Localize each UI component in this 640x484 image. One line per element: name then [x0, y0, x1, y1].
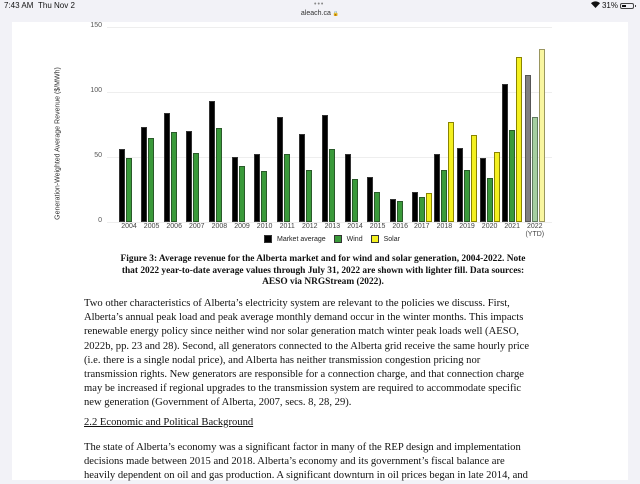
text-line: may be increased if regional upgrades to the transmission system are required to accommodate specific — [84, 383, 522, 395]
bar-market-average — [434, 154, 440, 222]
bar-solar — [426, 193, 432, 222]
x-tick-label: 2015 — [369, 223, 386, 230]
bar-market-average — [412, 192, 418, 222]
x-tick-label: 2008 — [211, 223, 228, 230]
bar-wind — [284, 154, 290, 222]
bar-wind — [193, 153, 199, 222]
clock-date: Thu Nov 2 — [38, 1, 75, 10]
battery-percent: 31% — [601, 1, 618, 10]
section-heading: 2.2 Economic and Political Background — [84, 417, 254, 428]
legend-item-wind — [334, 235, 363, 243]
bar-market-average — [186, 131, 192, 222]
bar-wind — [397, 201, 403, 222]
x-tick-label: 2019 — [459, 223, 475, 230]
text-line: heavily dependent on oil and gas production. A significant downturn in oil prices began in late 2014, and — [84, 470, 528, 482]
bar-market-average — [119, 149, 125, 222]
x-tick-label: 2020 — [481, 223, 498, 230]
legend-item-solar — [371, 235, 400, 243]
bar-wind — [239, 166, 245, 222]
status-right — [591, 1, 634, 10]
bar-wind — [148, 138, 154, 223]
bar-solar — [516, 57, 522, 222]
x-tick-label: 2021 — [504, 223, 520, 230]
bar-market-average — [345, 154, 351, 222]
bar-solar — [448, 122, 454, 222]
text-line: (i.e. there is a single nodal price), and Alberta has neither transmission congestion pricing nor — [84, 354, 481, 366]
caption-line: that 2022 year-to-date average values through July 31, 2022 are shown with lighter fill. Data sources: — [121, 265, 525, 276]
bar-market-average — [390, 199, 396, 222]
gridline — [107, 92, 552, 93]
bar-market-average — [254, 154, 260, 222]
bar-market-average — [164, 113, 170, 222]
bar-market-average — [141, 127, 147, 222]
chart-legend — [264, 235, 408, 243]
wifi-icon — [591, 1, 600, 10]
x-tick-label: 2016 — [392, 223, 408, 230]
x-tick-label: 2014 — [347, 223, 363, 230]
bar-solar — [471, 135, 477, 222]
y-tick-label: 50 — [94, 152, 102, 159]
y-tick-label: 150 — [90, 22, 102, 29]
text-line: new generation (Government of Alberta, 2007, secs. 8, 28, 29). — [84, 397, 352, 409]
bar-wind — [216, 128, 222, 222]
revenue-bar-chart — [12, 22, 628, 254]
x-tick-label: 2012 — [302, 223, 318, 230]
bar-wind — [532, 117, 538, 222]
bar-wind — [441, 170, 447, 222]
x-tick-label: 2006 — [166, 223, 182, 230]
lock-icon: 🔒 — [332, 11, 340, 17]
y-axis-label: Generation-Weighted Average Revenue ($/MWh) — [54, 67, 62, 220]
x-tick-label: 2022 (YTD) — [525, 223, 545, 238]
battery-icon — [620, 3, 634, 9]
legend-label: Market average — [277, 235, 326, 243]
bar-solar — [539, 49, 545, 222]
x-tick-label: 2018 — [436, 223, 453, 230]
text-line: The state of Alberta’s economy was a significant factor in many of the REP design and implementation — [84, 442, 521, 453]
legend-item-market — [264, 235, 326, 243]
y-tick-label: 100 — [90, 87, 102, 94]
bar-market-average — [277, 117, 283, 222]
legend-swatch-yellow — [371, 235, 379, 243]
bar-wind — [126, 158, 132, 222]
text-line: renewable energy policy since neither wind nor solar generation match winter peak loads well (AESO, — [84, 326, 519, 338]
figure-caption — [88, 254, 558, 289]
bar-solar — [494, 152, 500, 222]
bar-market-average — [525, 75, 531, 222]
bar-market-average — [457, 148, 463, 222]
x-tick-label: 2007 — [189, 223, 205, 230]
bar-wind — [306, 170, 312, 222]
bar-market-average — [502, 84, 508, 222]
legend-swatch-green — [334, 235, 342, 243]
bar-wind — [352, 179, 358, 222]
bar-wind — [464, 170, 470, 222]
y-tick-label: 0 — [98, 217, 102, 224]
x-tick-label: 2004 — [121, 223, 137, 230]
legend-swatch-black — [264, 235, 272, 243]
clock-time: 7:43 AM — [4, 1, 34, 10]
text-line: 2022b, pp. 23 and 28). Second, all generators connected to the Alberta grid receive the same hourly price — [84, 340, 530, 352]
bar-market-average — [367, 177, 373, 223]
x-tick-label: 2011 — [279, 223, 295, 230]
x-tick-label: 2013 — [324, 223, 341, 230]
text-line: transmission rights. New generators are responsible for a connection charge, and that connection charge — [84, 369, 524, 381]
text-line: Alberta’s annual peak load and peak average monthly demand occur in the winter months. This impacts — [84, 312, 524, 324]
text-line: Two other characteristics of Alberta’s electricity system are relevant to the policies we discuss. First, — [84, 298, 510, 309]
bar-market-average — [232, 157, 238, 222]
bar-wind — [509, 130, 515, 222]
document-page — [12, 22, 628, 480]
legend-label: Solar — [383, 235, 400, 243]
bar-wind — [329, 149, 335, 222]
bar-wind — [374, 192, 380, 222]
bar-market-average — [299, 134, 305, 222]
caption-line: AESO via NRGStream (2022). — [262, 277, 384, 287]
paragraph-economy — [84, 441, 528, 484]
text-line: decisions made between 2015 and 2018. Alberta’s economy and its government’s fiscal balance are — [84, 456, 505, 468]
bar-wind — [171, 132, 177, 222]
bar-market-average — [209, 101, 215, 222]
x-tick-label: 2005 — [143, 223, 160, 230]
address-bar[interactable] — [0, 10, 640, 22]
caption-line: Figure 3: Average revenue for the Alberta market and for wind and solar generation, 2004-2022. Note — [120, 254, 526, 264]
bar-wind — [487, 178, 493, 222]
url-text[interactable]: aleach.ca — [300, 10, 331, 17]
gridline — [107, 27, 552, 28]
legend-label: Wind — [346, 235, 363, 243]
bar-wind — [261, 171, 267, 222]
x-tick-label: 2010 — [256, 223, 273, 230]
x-tick-label: 2009 — [234, 223, 250, 230]
bar-market-average — [322, 115, 328, 222]
bar-wind — [419, 197, 425, 222]
bar-market-average — [480, 158, 486, 222]
x-tick-label: 2017 — [414, 223, 430, 230]
paragraph-characteristics — [84, 297, 529, 411]
more-dots-icon[interactable]: ••• — [314, 1, 325, 8]
